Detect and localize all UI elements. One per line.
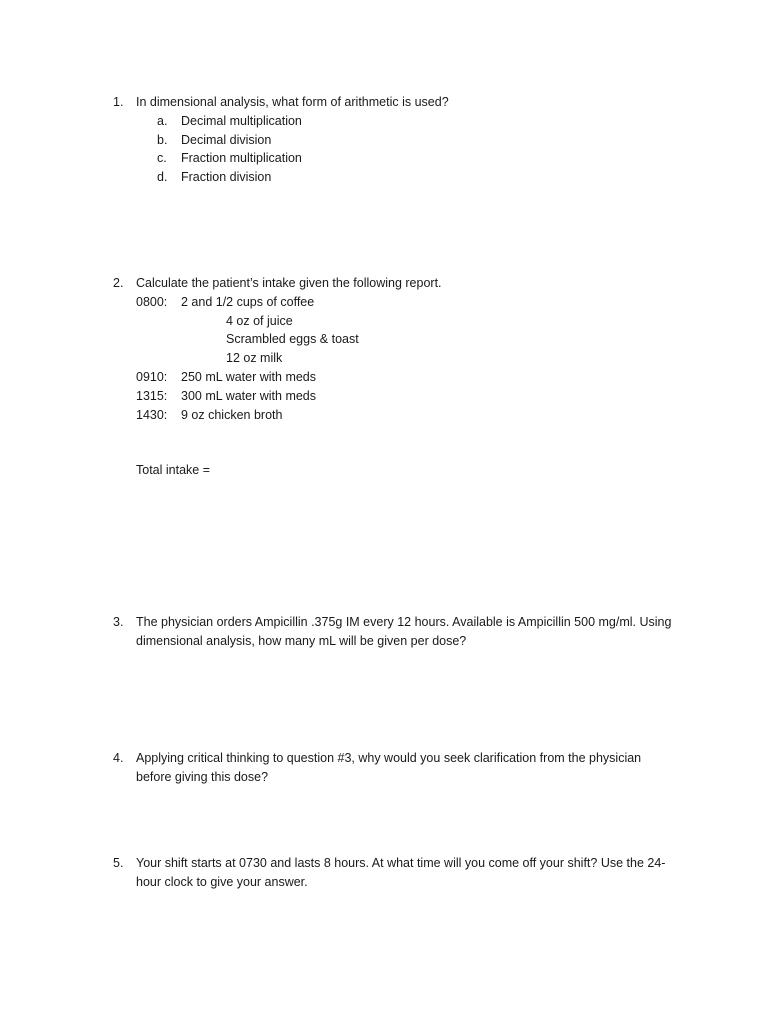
question-text-line: hour clock to give your answer.: [136, 875, 308, 889]
report-item: 4 oz of juice: [226, 314, 293, 328]
question-number: 4.: [113, 751, 124, 765]
report-time: 1430:: [136, 408, 168, 422]
report-item: 9 oz chicken broth: [181, 408, 283, 422]
option-text: Fraction division: [181, 170, 272, 184]
report-item: 12 oz milk: [226, 351, 283, 365]
report-time: 0800:: [136, 295, 168, 309]
option-text: Decimal division: [181, 133, 272, 147]
question-number: 5.: [113, 856, 124, 870]
question-text: In dimensional analysis, what form of arithmetic is used?: [136, 95, 449, 109]
question-number: 3.: [113, 615, 124, 629]
question-text-line: before giving this dose?: [136, 770, 269, 784]
question-text-line: The physician orders Ampicillin .375g IM every 12 hours. Available is Ampicillin 500 mg/ml. Using: [136, 615, 672, 629]
question-text-line: dimensional analysis, how many mL will be given per dose?: [136, 634, 467, 648]
option-label: c.: [157, 151, 167, 165]
report-item: 300 mL water with meds: [181, 389, 317, 403]
option-label: a.: [157, 114, 168, 128]
report-item: 2 and 1/2 cups of coffee: [181, 295, 315, 309]
total-intake-label: Total intake =: [136, 463, 211, 477]
report-item: Scrambled eggs & toast: [226, 332, 359, 346]
report-item: 250 mL water with meds: [181, 370, 317, 384]
option-text: Decimal multiplication: [181, 114, 302, 128]
question-text-line: Your shift starts at 0730 and lasts 8 hours. At what time will you come off your shift? Use the 24-: [136, 856, 666, 870]
option-label: d.: [157, 170, 168, 184]
question-text: Calculate the patient’s intake given the following report.: [136, 276, 442, 290]
question-number: 2.: [113, 276, 124, 290]
option-text: Fraction multiplication: [181, 151, 302, 165]
question-text-line: Applying critical thinking to question #3, why would you seek clarification from the physician: [136, 751, 642, 765]
option-label: b.: [157, 133, 168, 147]
report-time: 1315:: [136, 389, 168, 403]
report-time: 0910:: [136, 370, 168, 384]
question-number: 1.: [113, 95, 124, 109]
